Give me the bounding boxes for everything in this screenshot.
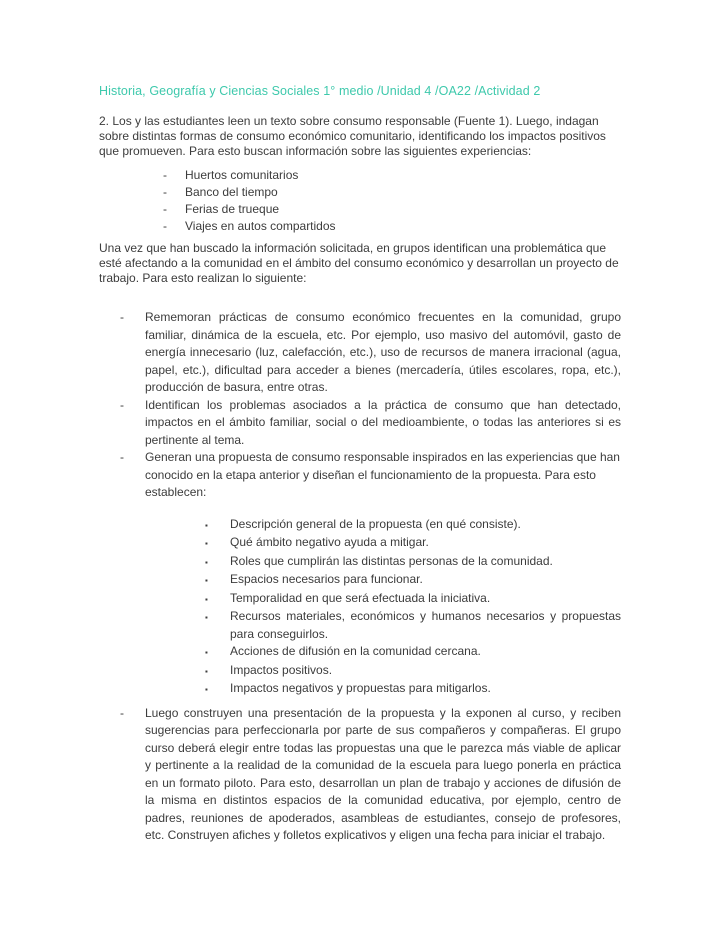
step-text: Luego construyen una presentación de la propuesta y la exponen al curso, y reciben sugerencias para perfeccionarla por parte de sus compañeros y compañeras. El grupo curso deberá elegir entre todas las propuestas una que le parezca más viable de aplicar y pertinente a la realidad de la comunidad de la escuela para luego ponerla en práctica en un formato piloto. Para esto, desarrollan un plan de trabajo y acciones de difusión de la misma en distintos espacios de la comunidad educativa, por ejemplo, centro de padres, reuniones de apoderados, asambleas de estudiantes, consejo de profesores, etc. Construyen afiches y folletos explicativos y eligen una fecha para iniciar el trabajo.	[145, 705, 621, 842]
criteria-label: Espacios necesarios para funcionar.	[230, 572, 423, 586]
dash-bullet: -	[120, 450, 124, 464]
criteria-item	[205, 590, 621, 609]
criteria-item	[205, 534, 621, 553]
criteria-label: Qué ámbito negativo ayuda a mitigar.	[230, 535, 429, 549]
step-rememoran	[99, 309, 621, 397]
criteria-item	[205, 662, 621, 681]
steps-list	[99, 309, 621, 845]
criteria-label: Roles que cumplirán las distintas personas de la comunidad.	[230, 553, 553, 568]
criteria-label: Descripción general de la propuesta (en qué consiste).	[230, 516, 521, 531]
list-item	[99, 218, 621, 235]
square-bullet: ▪	[205, 520, 208, 530]
criteria-label: Impactos positivos.	[230, 662, 333, 677]
dash-bullet: -	[120, 397, 124, 412]
intro-paragraph: 2. Los y las estudiantes leen un texto sobre consumo responsable (Fuente 1). Luego, indagan sobre distintas formas de consumo económico comunitario, identificando los impactos positivos que promueven. Para esto buscan información sobre las siguientes experiencias:	[99, 114, 606, 158]
criteria-item	[205, 643, 621, 662]
criteria-item	[205, 608, 621, 643]
square-bullet: ▪	[205, 539, 208, 548]
proposal-criteria-list	[205, 516, 621, 699]
square-bullet: ▪	[205, 666, 208, 676]
dash-bullet: -	[163, 168, 167, 182]
criteria-label: Recursos materiales, económicos y humanos necesarios y propuestas para conseguirlos.	[230, 609, 621, 641]
step-presentacion	[99, 705, 621, 845]
square-bullet: ▪	[205, 594, 208, 604]
dash-bullet: -	[120, 310, 124, 324]
list-item	[99, 167, 621, 184]
step-identifican	[99, 397, 621, 450]
criteria-item	[205, 571, 621, 590]
dash-bullet: -	[163, 202, 167, 216]
criteria-label: Temporalidad en que será efectuada la iniciativa.	[230, 590, 491, 605]
experience-label: Huertos comunitarios	[185, 168, 299, 182]
square-bullet: ▪	[205, 613, 208, 622]
criteria-item	[205, 680, 621, 699]
page-title: Historia, Geografía y Ciencias Sociales 1° medio /Unidad 4 /OA22 /Actividad 2	[99, 84, 541, 98]
experience-label: Banco del tiempo	[185, 185, 278, 199]
dash-bullet: -	[163, 219, 167, 233]
experiences-list	[99, 167, 621, 235]
square-bullet: ▪	[205, 576, 208, 585]
step-text: Identifican los problemas asociados a la práctica de consumo que han detectado, impactos en el ámbito familiar, social o del medioambiente, o todas las anteriores si es pertinente al tema.	[145, 397, 621, 447]
step-text: Rememoran prácticas de consumo económico frecuentes en la comunidad, grupo familiar, dinámica de la escuela, etc. Por ejemplo, uso masivo del automóvil, gasto de energía innecesario (luz, calefacción, etc.), uso de recursos de manera irracional (agua, papel, etc.), dificultad para acceder a bienes (mercadería, útiles escolares, ropa, etc.), producción de basura, entre otras.	[145, 310, 621, 394]
step-generan	[99, 449, 621, 502]
step-text: Generan una propuesta de consumo responsable inspirados en las experiencias que han conocido en la etapa anterior y diseñan el funcionamiento de la propuesta. Para esto establecen:	[145, 450, 620, 499]
list-item	[99, 184, 621, 201]
criteria-item	[205, 516, 621, 535]
group-work-paragraph: Una vez que han buscado la información solicitada, en grupos identifican una problemática que esté afectando a la comunidad en el ámbito del consumo económico y desarrollan un proyecto de trabajo. Para esto realizan lo siguiente:	[99, 241, 619, 285]
dash-bullet: -	[120, 705, 124, 720]
criteria-item	[205, 553, 621, 572]
experience-label: Ferias de trueque	[185, 202, 280, 216]
criteria-label: Impactos negativos y propuestas para mitigarlos.	[230, 681, 491, 695]
square-bullet: ▪	[205, 557, 208, 567]
experience-label: Viajes en autos compartidos	[185, 219, 336, 233]
square-bullet: ▪	[205, 685, 208, 694]
criteria-label: Acciones de difusión en la comunidad cercana.	[230, 644, 481, 658]
square-bullet: ▪	[205, 648, 208, 657]
dash-bullet: -	[163, 185, 167, 199]
list-item	[99, 201, 621, 218]
